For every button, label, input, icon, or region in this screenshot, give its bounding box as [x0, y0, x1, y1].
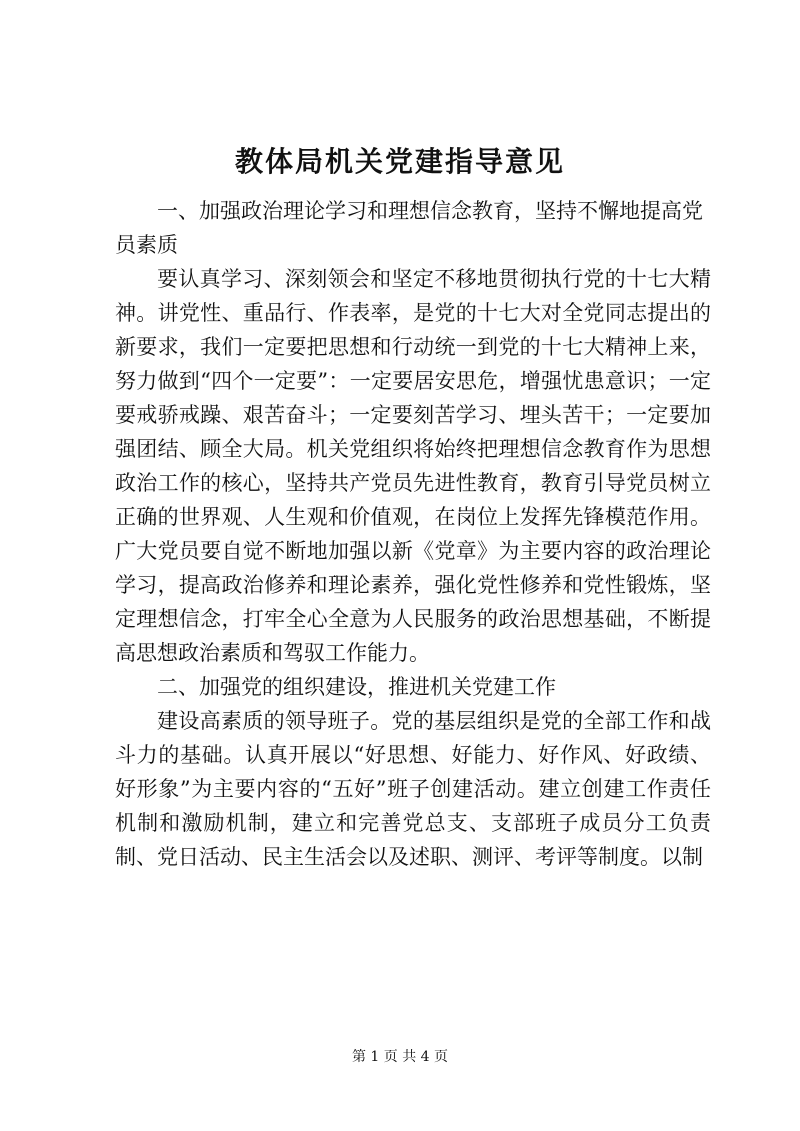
document-body: [115, 194, 711, 874]
body-paragraph-1: 要认真学习、深刻领会和坚定不移地贯彻执行党的十七大精神。讲党性、重品行、作表率，是党的十七大对全党同志提出的新要求，我们一定要把思想和行动统一到党的十七大精神上来，努力做到“四个一定要”：一定要居安思危，增强忧患意识；一定要戒骄戒躁、艰苦奋斗；一定要刻苦学习、埋头苦干；一定要加强团结、顾全大局。机关党组织将始终把理想信念教育作为思想政治工作的核心，坚持共产党员先进性教育，教育引导党员树立正确的世界观、人生观和价值观，在岗位上发挥先锋模范作用。广大党员要自觉不断地加强以新《党章》为主要内容的政治理论学习，提高政治修养和理论素养，强化党性修养和党性锻炼，坚定理想信念，打牢全心全意为人民服务的政治思想基础，不断提高思想政治素质和驾驭工作能力。: [115, 267, 711, 665]
body-paragraph-2: 建设高素质的领导班子。党的基层组织是党的全部工作和战斗力的基础。认真开展以“好思想、好能力、好作风、好政绩、好形象”为主要内容的“五好”班子创建活动。建立创建工作责任机制和激励机制，建立和完善党总支、支部班子成员分工负责制、党日活动、民主生活会以及述职、测评、考评等制度。以制: [115, 709, 711, 869]
document-title: 教体局机关党建指导意见: [234, 145, 565, 178]
page-footer: 第 1 页 共 4 页: [351, 1049, 449, 1065]
section-heading-2: 二、加强党的组织建设，推进机关党建工作: [157, 675, 556, 699]
section-heading-1: 一、加强政治理论学习和理想信念教育，坚持不懈地提高党员素质: [115, 199, 703, 257]
